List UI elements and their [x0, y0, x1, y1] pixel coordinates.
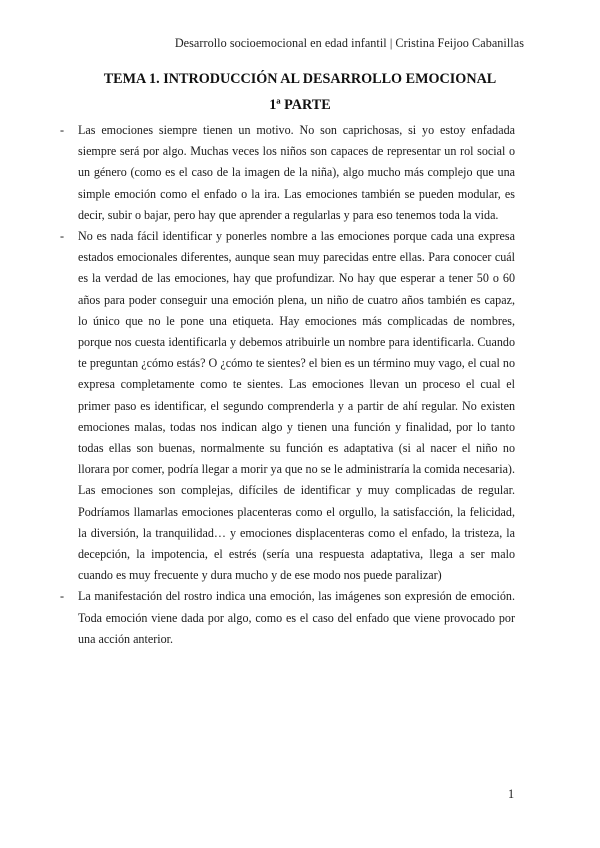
running-header: Desarrollo socioemocional en edad infantil | Cristina Feijoo Cabanillas	[174, 36, 524, 50]
bullet-marker: -	[60, 123, 65, 137]
document-title: TEMA 1. INTRODUCCIÓN AL DESARROLLO EMOCIONAL	[103, 71, 497, 87]
bullet-paragraph-1	[60, 120, 515, 226]
bullet-paragraph-2	[60, 226, 515, 586]
bullet-marker: -	[60, 229, 65, 244]
paragraph-text: No es nada fácil identificar y ponerles nombre a las emociones porque cada una expresa estados emocionales diferentes, aunque sean muy parecidas entre ellas. Para conocer cuál es la verdad de las emociones, hay que profundizar. No hay que esperar a tener 50 o 60 años para poder conseguir una emoción plena, un niño de cuatro años también es capaz, lo único que no le pone una etiqueta. Hay emociones más complicadas de nombres, porque nos cuesta identificarla y debemos atribuirle un nombre para identificarla. Cuando te preguntan ¿cómo estás? O ¿cómo te sientes? el bien es un término muy vago, el cual no expresa completamente como te sientes. Las emociones llevan un proceso el cual el primer paso es identificar, el segundo comprenderla y a partir de ahí regular. No existen emociones malas, todas nos indican algo y tienen una función y finalidad, por lo tanto todas ellas son buenas, normalmente su función es adaptativa (si al nacer el niño no llorara por comer, podría llegar a morir ya que no se le administraría la comida necesaria). Las emociones son complejas, difíciles de identificar y muy complicadas de regular. Podríamos llamarlas emociones placenteras como el orgullo, la satisfacción, la felicidad, la diversión, la tranquilidad… y emociones displacenteras como el enfado, la tristeza, la decepción, la impotencia, el estrés (sería una respuesta adaptativa, llega a ser malo cuando es muy frecuente y dura mucho y de ese modo nos puede paralizar)	[78, 229, 515, 583]
document-subtitle: 1ª PARTE	[269, 97, 331, 113]
paragraph-text: La manifestación del rostro indica una emoción, las imágenes son expresión de emoción. Toda emoción viene dada por algo, como es el caso del enfado que viene provocado por una acción anterior.	[78, 589, 515, 646]
page-number: 1	[508, 787, 515, 801]
paragraph-text: Las emociones siempre tienen un motivo. No son caprichosas, si yo estoy enfadada siempre será por algo. Muchas veces los niños son capaces de representar un rol social o un género (como es el caso de la imagen de la niña), algo mucho más complejo que una simple emoción como el enfado o la ira. Las emociones también se pueden modular, es decir, subir o bajar, pero hay que aprender a regularlas y para eso tenemos toda la vida.	[78, 123, 515, 222]
document-body	[60, 120, 515, 650]
bullet-paragraph-3	[60, 586, 515, 650]
bullet-marker: -	[60, 589, 65, 604]
